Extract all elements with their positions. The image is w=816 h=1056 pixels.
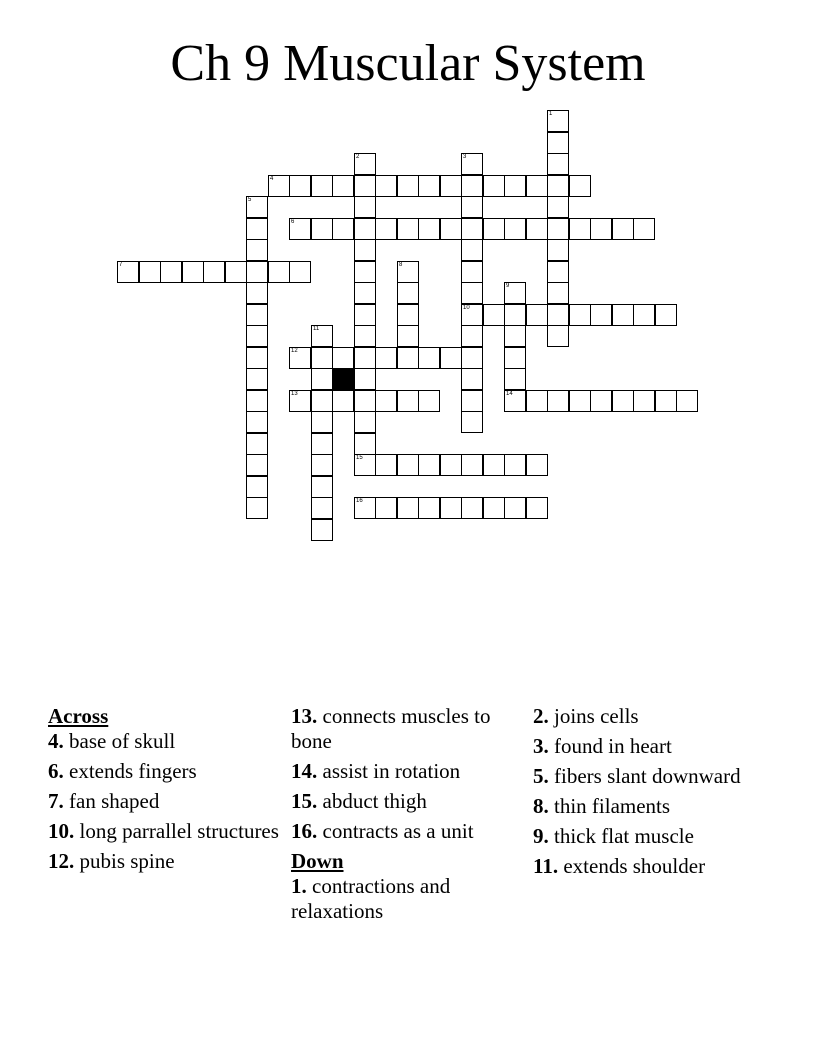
grid-cell[interactable] <box>418 454 440 476</box>
cell-number: 8 <box>399 262 403 268</box>
clue-number: 12. <box>48 849 75 873</box>
grid-cell[interactable] <box>354 325 376 347</box>
grid-cell[interactable] <box>332 390 354 412</box>
across-clue-16 <box>291 819 527 844</box>
grid-cell[interactable] <box>354 497 376 519</box>
grid-cell[interactable] <box>676 390 698 412</box>
clue-number: 3. <box>533 734 549 758</box>
grid-cell[interactable] <box>311 390 333 412</box>
clue-text: extends fingers <box>69 759 197 783</box>
grid-cell[interactable] <box>311 497 333 519</box>
clue-text: contracts as a unit <box>322 819 474 843</box>
grid-cell[interactable] <box>483 454 505 476</box>
grid-cell[interactable] <box>160 261 182 283</box>
clue-column-1 <box>48 704 284 879</box>
grid-cell[interactable] <box>311 325 333 347</box>
grid-cell[interactable] <box>354 411 376 433</box>
down-clue-3 <box>533 734 769 759</box>
cell-number: 12 <box>291 348 298 354</box>
clue-number: 14. <box>291 759 318 783</box>
grid-cell[interactable] <box>461 175 483 197</box>
grid-cell[interactable] <box>311 519 333 541</box>
grid-cell[interactable] <box>547 153 569 175</box>
grid-cell[interactable] <box>526 304 548 326</box>
grid-cell[interactable] <box>504 390 526 412</box>
cell-number: 13 <box>291 391 298 397</box>
grid-cell[interactable] <box>504 304 526 326</box>
grid-cell[interactable] <box>547 325 569 347</box>
grid-cell[interactable] <box>418 347 440 369</box>
grid-cell[interactable] <box>461 497 483 519</box>
grid-cell[interactable] <box>311 218 333 240</box>
clue-text: abduct thigh <box>322 789 427 813</box>
grid-cell[interactable] <box>246 411 268 433</box>
grid-cell[interactable] <box>547 239 569 261</box>
grid-cell[interactable] <box>311 433 333 455</box>
grid-cell[interactable] <box>397 304 419 326</box>
grid-cell[interactable] <box>246 433 268 455</box>
clue-number: 15. <box>291 789 318 813</box>
grid-cell[interactable] <box>655 390 677 412</box>
clue-text: pubis spine <box>79 849 175 873</box>
grid-cell[interactable] <box>547 110 569 132</box>
grid-cell[interactable] <box>504 454 526 476</box>
grid-cell[interactable] <box>547 175 569 197</box>
across-clue-15 <box>291 789 527 814</box>
clue-text: joins cells <box>554 704 639 728</box>
grid-cell[interactable] <box>397 282 419 304</box>
grid-cell[interactable] <box>354 261 376 283</box>
clue-text: found in heart <box>554 734 672 758</box>
grid-cell[interactable] <box>397 325 419 347</box>
grid-cell[interactable] <box>354 347 376 369</box>
clue-column-3 <box>533 704 769 884</box>
grid-cell[interactable] <box>418 497 440 519</box>
grid-cell[interactable] <box>547 390 569 412</box>
grid-cell[interactable] <box>375 175 397 197</box>
clue-text: long parrallel structures <box>79 819 279 843</box>
clue-text: fan shaped <box>69 789 160 813</box>
clue-number: 13. <box>291 704 318 728</box>
puzzle-title: Ch 9 Muscular System <box>170 35 646 92</box>
clue-text: assist in rotation <box>322 759 461 783</box>
grid-cell[interactable] <box>354 218 376 240</box>
grid-cell[interactable] <box>311 411 333 433</box>
grid-cell[interactable] <box>203 261 225 283</box>
grid-cell[interactable] <box>354 454 376 476</box>
grid-cell[interactable] <box>397 390 419 412</box>
clue-number: 2. <box>533 704 549 728</box>
cell-number: 5 <box>248 197 252 203</box>
across-clue-10 <box>48 819 284 844</box>
grid-cell[interactable] <box>375 497 397 519</box>
clue-number: 10. <box>48 819 75 843</box>
grid-cell[interactable] <box>461 390 483 412</box>
grid-cell[interactable] <box>504 218 526 240</box>
cell-number: 7 <box>119 262 123 268</box>
grid-cell[interactable] <box>354 196 376 218</box>
grid-cell[interactable] <box>289 261 311 283</box>
grid-cell[interactable] <box>246 239 268 261</box>
clue-number: 16. <box>291 819 318 843</box>
grid-cell[interactable] <box>289 175 311 197</box>
grid-cell[interactable] <box>246 218 268 240</box>
grid-cell[interactable] <box>547 196 569 218</box>
grid-cell[interactable] <box>504 368 526 390</box>
grid-cell[interactable] <box>526 390 548 412</box>
grid-cell[interactable] <box>332 175 354 197</box>
clue-number: 7. <box>48 789 64 813</box>
cell-number: 4 <box>270 176 274 182</box>
grid-cell[interactable] <box>354 390 376 412</box>
cell-number: 14 <box>506 391 513 397</box>
grid-cell[interactable] <box>612 218 634 240</box>
cell-number: 11 <box>313 326 320 332</box>
grid-cell[interactable] <box>375 218 397 240</box>
grid-cell[interactable] <box>246 304 268 326</box>
clue-number: 8. <box>533 794 549 818</box>
grid-cell[interactable] <box>547 218 569 240</box>
grid-cell[interactable] <box>461 347 483 369</box>
grid-cell[interactable] <box>418 175 440 197</box>
grid-cell[interactable] <box>461 239 483 261</box>
grid-cell[interactable] <box>504 175 526 197</box>
grid-cell[interactable] <box>483 497 505 519</box>
grid-cell[interactable] <box>397 454 419 476</box>
grid-cell[interactable] <box>354 153 376 175</box>
grid-cell[interactable] <box>569 175 591 197</box>
grid-cell[interactable] <box>612 390 634 412</box>
clue-number: 11. <box>533 854 559 878</box>
grid-cell[interactable] <box>461 325 483 347</box>
cell-number: 1 <box>549 111 553 117</box>
grid-cell[interactable] <box>655 304 677 326</box>
grid-cell[interactable] <box>117 261 139 283</box>
grid-cell[interactable] <box>440 454 462 476</box>
across-clue-13 <box>291 704 527 754</box>
grid-cell[interactable] <box>633 218 655 240</box>
across-clue-14 <box>291 759 527 784</box>
grid-cell[interactable] <box>569 218 591 240</box>
clue-text: base of skull <box>69 729 176 753</box>
grid-cell[interactable] <box>246 454 268 476</box>
clue-text: fibers slant downward <box>554 764 741 788</box>
grid-cell[interactable] <box>246 368 268 390</box>
grid-cell[interactable] <box>289 347 311 369</box>
grid-cell[interactable] <box>504 347 526 369</box>
across-heading: Across <box>48 704 109 728</box>
grid-cell[interactable] <box>268 261 290 283</box>
grid-cell[interactable] <box>182 261 204 283</box>
grid-cell[interactable] <box>590 304 612 326</box>
across-clue-6 <box>48 759 284 784</box>
down-clue-8 <box>533 794 769 819</box>
clue-text: contractions and relaxations <box>291 874 451 923</box>
cell-number: 3 <box>463 154 467 160</box>
grid-cell[interactable] <box>440 497 462 519</box>
grid-cell[interactable] <box>397 261 419 283</box>
grid-cell[interactable] <box>311 347 333 369</box>
grid-cell[interactable] <box>526 497 548 519</box>
down-clue-11 <box>533 854 769 879</box>
grid-cell[interactable] <box>440 218 462 240</box>
grid-cell[interactable] <box>246 196 268 218</box>
clue-text: thin filaments <box>554 794 671 818</box>
across-clue-4 <box>48 729 284 754</box>
cell-number: 15 <box>356 455 363 461</box>
cell-number: 16 <box>356 498 363 504</box>
clue-number: 6. <box>48 759 64 783</box>
grid-cell[interactable] <box>354 433 376 455</box>
grid-cell[interactable] <box>440 347 462 369</box>
grid-cell[interactable] <box>246 347 268 369</box>
grid-cell[interactable] <box>354 239 376 261</box>
grid-cell[interactable] <box>590 218 612 240</box>
grid-cell[interactable] <box>461 218 483 240</box>
grid-cell[interactable] <box>526 175 548 197</box>
grid-cell[interactable] <box>504 325 526 347</box>
clue-number: 1. <box>291 874 307 898</box>
grid-cell[interactable] <box>633 390 655 412</box>
grid-cell[interactable] <box>461 196 483 218</box>
cell-number: 9 <box>506 283 510 289</box>
grid-cell[interactable] <box>375 390 397 412</box>
grid-cell[interactable] <box>483 175 505 197</box>
grid-cell[interactable] <box>612 304 634 326</box>
cell-number: 6 <box>291 219 295 225</box>
grid-cell[interactable] <box>332 218 354 240</box>
grid-cell[interactable] <box>397 347 419 369</box>
grid-cell[interactable] <box>483 304 505 326</box>
grid-cell[interactable] <box>547 304 569 326</box>
grid-cell[interactable] <box>526 454 548 476</box>
grid-cell[interactable] <box>311 454 333 476</box>
across-clue-7 <box>48 789 284 814</box>
grid-cell[interactable] <box>526 218 548 240</box>
grid-cell[interactable] <box>418 218 440 240</box>
grid-cell[interactable] <box>461 411 483 433</box>
grid-cell[interactable] <box>547 132 569 154</box>
grid-cell[interactable] <box>461 454 483 476</box>
down-clue-5 <box>533 764 769 789</box>
grid-cell[interactable] <box>397 175 419 197</box>
grid-cell[interactable] <box>332 347 354 369</box>
grid-cell[interactable] <box>375 347 397 369</box>
grid-cell[interactable] <box>354 368 376 390</box>
grid-cell[interactable] <box>311 175 333 197</box>
grid-cell[interactable] <box>569 390 591 412</box>
grid-cell[interactable] <box>590 390 612 412</box>
grid-cell[interactable] <box>139 261 161 283</box>
grid-cell[interactable] <box>311 368 333 390</box>
grid-cell[interactable] <box>461 368 483 390</box>
grid-cell[interactable] <box>246 476 268 498</box>
grid-cell[interactable] <box>375 454 397 476</box>
down-clue-9 <box>533 824 769 849</box>
clue-number: 5. <box>533 764 549 788</box>
grid-cell[interactable] <box>547 282 569 304</box>
grid-cell[interactable] <box>246 282 268 304</box>
grid-cell[interactable] <box>461 282 483 304</box>
grid-cell[interactable] <box>418 390 440 412</box>
grid-cell[interactable] <box>268 175 290 197</box>
grid-cell[interactable] <box>225 261 247 283</box>
grid-cell[interactable] <box>311 476 333 498</box>
grid-cell[interactable] <box>246 261 268 283</box>
grid-cell[interactable] <box>397 218 419 240</box>
grid-cell[interactable] <box>354 175 376 197</box>
clue-number: 9. <box>533 824 549 848</box>
grid-cell[interactable] <box>246 325 268 347</box>
across-clue-12 <box>48 849 284 874</box>
down-clue-2 <box>533 704 769 729</box>
grid-cell[interactable] <box>633 304 655 326</box>
down-clue-1 <box>291 874 527 924</box>
cell-number: 2 <box>356 154 360 160</box>
grid-cell[interactable] <box>483 218 505 240</box>
down-heading: Down <box>291 849 344 873</box>
clue-text: thick flat muscle <box>554 824 694 848</box>
grid-cell[interactable] <box>354 304 376 326</box>
clue-number: 4. <box>48 729 64 753</box>
grid-cell[interactable] <box>354 282 376 304</box>
grid-cell[interactable] <box>461 304 483 326</box>
cell-number: 10 <box>463 305 470 311</box>
clue-text: extends shoulder <box>563 854 706 878</box>
grid-cell[interactable] <box>569 304 591 326</box>
clue-column-2 <box>291 704 527 929</box>
grid-cell[interactable] <box>461 153 483 175</box>
grid-cell[interactable] <box>289 390 311 412</box>
grid-cell[interactable] <box>289 218 311 240</box>
grid-cell[interactable] <box>461 261 483 283</box>
grid-cell[interactable] <box>547 261 569 283</box>
clue-text: connects muscles to bone <box>291 704 491 753</box>
grid-cell[interactable] <box>397 497 419 519</box>
grid-cell[interactable] <box>504 282 526 304</box>
black-cell <box>332 368 354 390</box>
grid-cell[interactable] <box>246 390 268 412</box>
grid-cell[interactable] <box>246 497 268 519</box>
grid-cell[interactable] <box>440 175 462 197</box>
grid-cell[interactable] <box>504 497 526 519</box>
